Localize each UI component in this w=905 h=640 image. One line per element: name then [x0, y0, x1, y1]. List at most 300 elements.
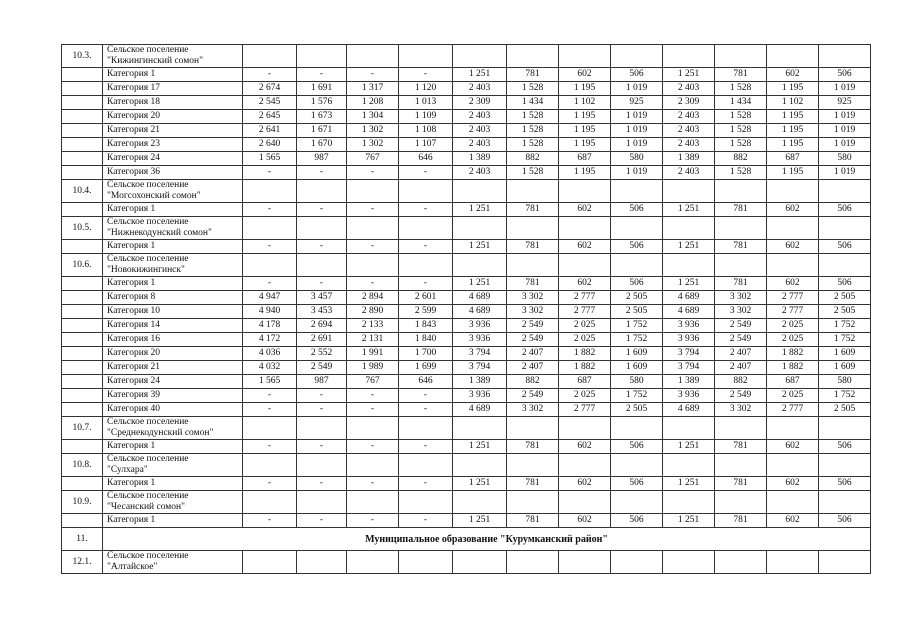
value-cell: 580 [819, 152, 871, 166]
value-cell: 2 777 [767, 403, 819, 417]
row-number: 10.8. [62, 454, 103, 477]
settlement-row [62, 491, 871, 514]
empty-cell [715, 491, 767, 514]
value-cell: 2 694 [297, 319, 347, 333]
value-cell: 781 [715, 440, 767, 454]
value-cell: 506 [611, 203, 663, 217]
value-cell: 2 403 [453, 124, 507, 138]
value-cell: 1 528 [715, 110, 767, 124]
category-label: Категория 1 [103, 68, 243, 82]
value-cell: 987 [297, 152, 347, 166]
category-label: Категория 17 [103, 82, 243, 96]
value-cell: 3 302 [507, 305, 559, 319]
value-cell: 2 777 [559, 291, 611, 305]
row-number [62, 68, 103, 82]
municipality-title: Муниципальное образование "Курумканский район" [103, 528, 871, 551]
value-cell: 1 882 [559, 347, 611, 361]
value-cell: 2 403 [453, 82, 507, 96]
value-cell: 1 752 [819, 333, 871, 347]
empty-cell [453, 417, 507, 440]
value-cell: 1 304 [347, 110, 399, 124]
empty-cell [453, 45, 507, 68]
value-cell: 3 457 [297, 291, 347, 305]
value-cell: 506 [819, 477, 871, 491]
value-cell: 1 251 [453, 277, 507, 291]
value-cell: 506 [819, 240, 871, 254]
value-cell: 1 700 [399, 347, 453, 361]
value-cell: 4 172 [243, 333, 297, 347]
empty-cell [243, 491, 297, 514]
value-cell: 1 882 [767, 347, 819, 361]
value-cell: 2 133 [347, 319, 399, 333]
settlement-row [62, 417, 871, 440]
empty-cell [611, 217, 663, 240]
value-cell: 2 403 [663, 138, 715, 152]
row-number [62, 138, 103, 152]
category-label: Категория 10 [103, 305, 243, 319]
settlement-name [103, 551, 243, 574]
row-number [62, 124, 103, 138]
settlement-type-label: Сельское поселение [107, 491, 189, 501]
value-cell: 3 794 [453, 361, 507, 375]
value-cell: 1 195 [559, 166, 611, 180]
value-cell: 1 699 [399, 361, 453, 375]
row-number [62, 277, 103, 291]
value-cell: 1 843 [399, 319, 453, 333]
value-cell: 2 025 [559, 319, 611, 333]
value-cell: - [399, 68, 453, 82]
row-number [62, 319, 103, 333]
settlement-name [103, 417, 243, 440]
value-cell: 1 251 [663, 477, 715, 491]
empty-cell [559, 454, 611, 477]
value-cell: - [297, 440, 347, 454]
value-cell: 2 025 [559, 389, 611, 403]
value-cell: 580 [819, 375, 871, 389]
empty-cell [767, 217, 819, 240]
value-cell: 2 505 [611, 403, 663, 417]
value-cell: 1 251 [453, 477, 507, 491]
value-cell: 3 936 [453, 389, 507, 403]
value-cell: 2 505 [611, 305, 663, 319]
category-label: Категория 21 [103, 124, 243, 138]
value-cell: - [243, 514, 297, 528]
settlement-name [103, 454, 243, 477]
value-cell: 781 [715, 514, 767, 528]
value-cell: 767 [347, 152, 399, 166]
value-cell: 925 [611, 96, 663, 110]
value-cell: 781 [715, 277, 767, 291]
empty-cell [767, 180, 819, 203]
settlement-name [103, 217, 243, 240]
value-cell: 687 [767, 152, 819, 166]
empty-cell [767, 491, 819, 514]
empty-cell [507, 491, 559, 514]
value-cell: - [243, 240, 297, 254]
category-label: Категория 21 [103, 361, 243, 375]
value-cell: 3 302 [715, 305, 767, 319]
value-cell: 1 752 [819, 389, 871, 403]
empty-cell [399, 254, 453, 277]
value-cell: 1 251 [453, 203, 507, 217]
settlement-type-label: Сельское поселение [107, 180, 189, 190]
value-cell: 2 552 [297, 347, 347, 361]
empty-cell [611, 491, 663, 514]
value-cell: 2 505 [819, 305, 871, 319]
empty-cell [297, 217, 347, 240]
value-cell: - [243, 477, 297, 491]
settlement-title-label: "Алтайское" [107, 562, 158, 572]
value-cell: 1 251 [453, 68, 507, 82]
value-cell: 1 019 [611, 166, 663, 180]
value-cell: 1 302 [347, 124, 399, 138]
row-number [62, 152, 103, 166]
value-cell: 506 [611, 477, 663, 491]
category-label: Категория 1 [103, 203, 243, 217]
settlement-type-label: Сельское поселение [107, 45, 189, 55]
category-label: Категория 1 [103, 477, 243, 491]
table-row [62, 389, 871, 403]
row-number [62, 240, 103, 254]
value-cell: 1 019 [819, 138, 871, 152]
empty-cell [819, 254, 871, 277]
value-cell: 506 [611, 440, 663, 454]
value-cell: 2 403 [453, 110, 507, 124]
value-cell: 2 403 [663, 124, 715, 138]
value-cell: 3 936 [453, 319, 507, 333]
value-cell: 506 [819, 440, 871, 454]
value-cell: 1 107 [399, 138, 453, 152]
value-cell: 1 195 [767, 82, 819, 96]
settlement-row [62, 254, 871, 277]
table-row [62, 138, 871, 152]
empty-cell [243, 217, 297, 240]
empty-cell [507, 551, 559, 574]
row-number: 10.5. [62, 217, 103, 240]
value-cell: - [347, 166, 399, 180]
empty-cell [715, 454, 767, 477]
value-cell: 602 [559, 440, 611, 454]
settlement-title-label: "Среднекодунский сомон" [107, 428, 214, 438]
value-cell: 1 302 [347, 138, 399, 152]
value-cell: - [347, 403, 399, 417]
value-cell: 4 689 [663, 291, 715, 305]
value-cell: 781 [507, 68, 559, 82]
value-cell: 1 528 [715, 82, 767, 96]
value-cell: 1 752 [611, 389, 663, 403]
row-number [62, 361, 103, 375]
value-cell: 1 251 [453, 240, 507, 254]
value-cell: 1 019 [819, 82, 871, 96]
settlement-row [62, 180, 871, 203]
value-cell: 2 601 [399, 291, 453, 305]
value-cell: 1 528 [715, 138, 767, 152]
empty-cell [347, 454, 399, 477]
value-cell: 1 565 [243, 375, 297, 389]
value-cell: 1 195 [559, 110, 611, 124]
value-cell: 2 131 [347, 333, 399, 347]
empty-cell [715, 180, 767, 203]
settlement-type-label: Сельское поселение [107, 551, 189, 561]
value-cell: 1 528 [507, 82, 559, 96]
empty-cell [347, 180, 399, 203]
empty-cell [559, 491, 611, 514]
value-cell: 1 019 [611, 82, 663, 96]
value-cell: 506 [611, 277, 663, 291]
row-number [62, 110, 103, 124]
empty-cell [819, 217, 871, 240]
settlement-title-label: "Сулхара" [107, 465, 148, 475]
value-cell: - [243, 166, 297, 180]
empty-cell [559, 180, 611, 203]
value-cell: 506 [819, 68, 871, 82]
empty-cell [715, 45, 767, 68]
empty-cell [507, 180, 559, 203]
value-cell: 1 102 [559, 96, 611, 110]
settlement-type-label: Сельское поселение [107, 454, 189, 464]
empty-cell [243, 254, 297, 277]
value-cell: 580 [611, 152, 663, 166]
value-cell: 2 640 [243, 138, 297, 152]
value-cell: 2 549 [715, 333, 767, 347]
value-cell: 4 947 [243, 291, 297, 305]
empty-cell [663, 491, 715, 514]
category-label: Категория 20 [103, 110, 243, 124]
value-cell: 1 609 [611, 361, 663, 375]
empty-cell [243, 180, 297, 203]
value-cell: 882 [507, 152, 559, 166]
value-cell: 506 [819, 203, 871, 217]
settlement-name [103, 180, 243, 203]
value-cell: 781 [715, 240, 767, 254]
value-cell: 2 403 [453, 138, 507, 152]
table-row [62, 291, 871, 305]
value-cell: 602 [559, 514, 611, 528]
value-cell: - [399, 440, 453, 454]
empty-cell [507, 217, 559, 240]
empty-cell [819, 551, 871, 574]
category-label: Категория 24 [103, 152, 243, 166]
category-label: Категория 36 [103, 166, 243, 180]
value-cell: - [399, 240, 453, 254]
table-row [62, 403, 871, 417]
value-cell: 687 [559, 375, 611, 389]
value-cell: 1 389 [453, 375, 507, 389]
table-row [62, 68, 871, 82]
value-cell: 1 013 [399, 96, 453, 110]
settlement-title-label: "Новокижингинск" [107, 265, 185, 275]
value-cell: 1 317 [347, 82, 399, 96]
value-cell: 987 [297, 375, 347, 389]
value-cell: 1 251 [663, 277, 715, 291]
empty-cell [611, 254, 663, 277]
empty-cell [347, 491, 399, 514]
table-row [62, 166, 871, 180]
value-cell: 1 019 [819, 110, 871, 124]
value-cell: 781 [507, 514, 559, 528]
table-row [62, 375, 871, 389]
value-cell: 1 251 [663, 68, 715, 82]
settlement-type-label: Сельское поселение [107, 417, 189, 427]
table-row [62, 96, 871, 110]
settlement-title-label: "Могсохонский сомон" [107, 191, 201, 201]
empty-cell [453, 491, 507, 514]
empty-cell [453, 551, 507, 574]
value-cell: - [297, 514, 347, 528]
value-cell: 2 894 [347, 291, 399, 305]
table-row [62, 82, 871, 96]
value-cell: 2 407 [507, 361, 559, 375]
value-cell: - [347, 203, 399, 217]
value-cell: 602 [559, 277, 611, 291]
table-row [62, 240, 871, 254]
row-number: 10.3. [62, 45, 103, 68]
empty-cell [297, 551, 347, 574]
empty-cell [507, 254, 559, 277]
value-cell: - [347, 277, 399, 291]
category-label: Категория 1 [103, 277, 243, 291]
value-cell: 1 576 [297, 96, 347, 110]
empty-cell [347, 254, 399, 277]
value-cell: 2 505 [819, 291, 871, 305]
value-cell: 1 251 [663, 203, 715, 217]
value-cell: 2 403 [663, 82, 715, 96]
value-cell: 2 549 [715, 319, 767, 333]
value-cell: 602 [559, 477, 611, 491]
value-cell: 2 403 [453, 166, 507, 180]
value-cell: - [297, 477, 347, 491]
row-number [62, 166, 103, 180]
category-label: Категория 20 [103, 347, 243, 361]
value-cell: 2 549 [507, 319, 559, 333]
value-cell: - [399, 203, 453, 217]
value-cell: 506 [611, 514, 663, 528]
value-cell: 4 689 [663, 305, 715, 319]
empty-cell [297, 454, 347, 477]
value-cell: - [297, 68, 347, 82]
municipality-row [62, 528, 871, 551]
empty-cell [819, 417, 871, 440]
empty-cell [453, 254, 507, 277]
value-cell: 1 752 [611, 319, 663, 333]
value-cell: 781 [715, 477, 767, 491]
value-cell: 3 453 [297, 305, 347, 319]
value-cell: 1 609 [819, 347, 871, 361]
value-cell: 602 [767, 440, 819, 454]
value-cell: 1 019 [611, 138, 663, 152]
value-cell: 1 195 [559, 138, 611, 152]
empty-cell [559, 417, 611, 440]
settlement-title-label: "Чесанский сомон" [107, 502, 186, 512]
settlement-row [62, 217, 871, 240]
category-label: Категория 1 [103, 240, 243, 254]
empty-cell [767, 551, 819, 574]
empty-cell [297, 180, 347, 203]
value-cell: 1 691 [297, 82, 347, 96]
value-cell: 767 [347, 375, 399, 389]
value-cell: 1 195 [559, 124, 611, 138]
empty-cell [715, 254, 767, 277]
empty-cell [611, 45, 663, 68]
value-cell: 1 991 [347, 347, 399, 361]
value-cell: 602 [767, 477, 819, 491]
value-cell: 2 505 [819, 403, 871, 417]
value-cell: - [399, 477, 453, 491]
table-body [62, 45, 871, 574]
value-cell: - [347, 389, 399, 403]
row-number: 12.1. [62, 551, 103, 574]
empty-cell [347, 551, 399, 574]
value-cell: 1 195 [767, 124, 819, 138]
value-cell: - [297, 403, 347, 417]
value-cell: 3 936 [663, 389, 715, 403]
value-cell: - [347, 440, 399, 454]
value-cell: 2 407 [507, 347, 559, 361]
value-cell: 687 [559, 152, 611, 166]
table-row [62, 124, 871, 138]
value-cell: 1 120 [399, 82, 453, 96]
table-row [62, 305, 871, 319]
empty-cell [559, 45, 611, 68]
row-number: 10.7. [62, 417, 103, 440]
value-cell: 2 549 [715, 389, 767, 403]
empty-cell [453, 217, 507, 240]
value-cell: 2 674 [243, 82, 297, 96]
value-cell: 3 936 [663, 333, 715, 347]
empty-cell [297, 45, 347, 68]
category-label: Категория 24 [103, 375, 243, 389]
value-cell: - [243, 68, 297, 82]
value-cell: 1 882 [767, 361, 819, 375]
value-cell: 2 890 [347, 305, 399, 319]
table-row [62, 203, 871, 217]
value-cell: 1 251 [453, 440, 507, 454]
settlement-type-label: Сельское поселение [107, 254, 189, 264]
table-row [62, 333, 871, 347]
value-cell: 1 528 [507, 110, 559, 124]
value-cell: 1 019 [819, 124, 871, 138]
table-row [62, 440, 871, 454]
value-cell: 882 [715, 152, 767, 166]
value-cell: 2 407 [715, 347, 767, 361]
value-cell: 781 [507, 277, 559, 291]
value-cell: 3 794 [453, 347, 507, 361]
row-number [62, 514, 103, 528]
value-cell: 4 689 [453, 291, 507, 305]
value-cell: - [347, 477, 399, 491]
value-cell: 882 [507, 375, 559, 389]
empty-cell [715, 217, 767, 240]
empty-cell [399, 180, 453, 203]
settlement-title-label: "Нижнекодунский сомон" [107, 228, 212, 238]
empty-cell [819, 45, 871, 68]
empty-cell [399, 454, 453, 477]
empty-cell [399, 491, 453, 514]
value-cell: 602 [767, 277, 819, 291]
value-cell: 1 528 [715, 166, 767, 180]
empty-cell [663, 551, 715, 574]
row-number: 10.4. [62, 180, 103, 203]
category-label: Категория 39 [103, 389, 243, 403]
table-row [62, 514, 871, 528]
settlement-row [62, 454, 871, 477]
value-cell: 2 403 [663, 166, 715, 180]
row-number [62, 347, 103, 361]
value-cell: 925 [819, 96, 871, 110]
value-cell: 602 [767, 68, 819, 82]
row-number [62, 333, 103, 347]
value-cell: 4 689 [663, 403, 715, 417]
